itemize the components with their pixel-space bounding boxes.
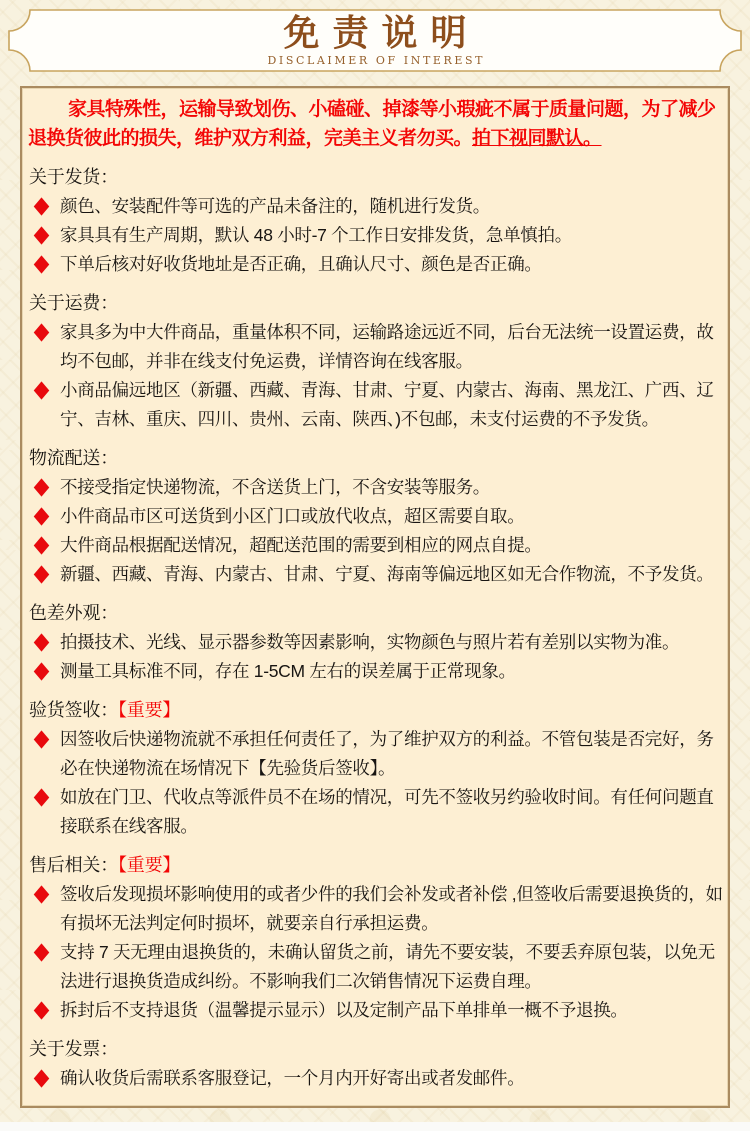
header-plaque xyxy=(8,9,742,72)
section-list xyxy=(26,318,724,434)
list-item-text: 家具多为中大件商品，重量体积不同，运输路途远近不同，后台无法统一设置运费，故均不包邮，并非在线支付免运费，详情咨询在线客服。 xyxy=(60,322,714,371)
list-item-text: 大件商品根据配送情况，超配送范围的需要到相应的网点自提。 xyxy=(60,535,542,555)
disclaimer-section xyxy=(26,289,724,434)
section-list xyxy=(26,725,724,841)
list-item-text: 颜色、安装配件等可选的产品未备注的，随机进行发货。 xyxy=(60,196,490,216)
disclaimer-section xyxy=(26,851,724,1025)
diamond-bullet-icon xyxy=(34,633,50,651)
disclaimer-content-panel xyxy=(20,86,730,1108)
list-item xyxy=(26,192,724,221)
list-item xyxy=(26,725,724,783)
page-title: 免责说明 xyxy=(283,12,480,54)
list-item xyxy=(26,783,724,841)
list-item-text: 因签收后快递物流就不承担任何责任了，为了维护双方的利益。不管包装是否完好，务必在快递物流在场情况下【先验货后签收】。 xyxy=(60,729,714,778)
diamond-bullet-icon xyxy=(34,323,50,341)
diamond-bullet-icon xyxy=(34,730,50,748)
list-item-text: 小件商品市区可送货到小区门口或放代收点，超区需要自取。 xyxy=(60,506,525,526)
diamond-bullet-icon xyxy=(34,662,50,680)
list-item-text: 新疆、西藏、青海、内蒙古、甘肃、宁夏、海南等偏远地区如无合作物流，不予发货。 xyxy=(60,564,714,584)
list-item-text: 支持 7 天无理由退换货的，未确认留货之前，请先不要安装，不要丢弃原包装，以免无法进行退换货造成纠纷。不影响我们二次销售情况下运费自理。 xyxy=(60,942,715,991)
list-item-text: 确认收货后需联系客服登记，一个月内开好寄出或者发邮件。 xyxy=(60,1068,525,1088)
diamond-bullet-icon xyxy=(34,943,50,961)
list-item xyxy=(26,531,724,560)
list-item xyxy=(26,473,724,502)
diamond-bullet-icon xyxy=(34,1001,50,1019)
section-title xyxy=(26,1035,724,1064)
section-title-text: 验货签收： xyxy=(29,700,118,720)
sections xyxy=(26,163,724,1093)
diamond-bullet-icon xyxy=(34,478,50,496)
list-item-text: 拍摄技术、光线、显示器参数等因素影响，实物颜色与照片若有差别以实物为准。 xyxy=(60,632,680,652)
section-title-text: 关于运费： xyxy=(29,293,118,313)
list-item-text: 小商品偏远地区（新疆、西藏、青海、甘肃、宁夏、内蒙古、海南、黑龙江、广西、辽宁、吉林、重庆、四川、贵州、云南、陕西、)不包邮，未支付运费的不予发货。 xyxy=(60,380,714,429)
section-title xyxy=(26,163,724,192)
list-item xyxy=(26,628,724,657)
section-title xyxy=(26,289,724,318)
section-important-badge: 【重要】 xyxy=(118,855,181,875)
disclaimer-section xyxy=(26,696,724,841)
diamond-bullet-icon xyxy=(34,885,50,903)
list-item-text: 签收后发现损坏影响使用的或者少件的我们会补发或者补偿 ,但签收后需要退换货的，如有损坏无法判定何时损坏，就要亲自行承担运费。 xyxy=(60,884,723,933)
list-item xyxy=(26,502,724,531)
section-title-text: 关于发票： xyxy=(29,1039,118,1059)
diamond-bullet-icon xyxy=(34,226,50,244)
section-title xyxy=(26,696,724,725)
section-title xyxy=(26,599,724,628)
list-item-text: 下单后核对好收货地址是否正确，且确认尺寸、颜色是否正确。 xyxy=(60,254,542,274)
diamond-bullet-icon xyxy=(34,565,50,583)
diamond-bullet-icon xyxy=(34,197,50,215)
list-item xyxy=(26,1064,724,1093)
diamond-bullet-icon xyxy=(34,536,50,554)
list-item xyxy=(26,560,724,589)
disclaimer-section xyxy=(26,163,724,279)
disclaimer-section xyxy=(26,444,724,589)
list-item-text: 不接受指定快递物流，不含送货上门，不含安装等服务。 xyxy=(60,477,490,497)
section-list xyxy=(26,628,724,686)
list-item-text: 如放在门卫、代收点等派件员不在场的情况，可先不签收另约验收时间。有任何问题直接联系在线客服。 xyxy=(60,787,714,836)
list-item xyxy=(26,938,724,996)
list-item xyxy=(26,996,724,1025)
list-item xyxy=(26,318,724,376)
list-item xyxy=(26,657,724,686)
list-item xyxy=(26,376,724,434)
bottom-strip xyxy=(0,1122,750,1131)
diamond-bullet-icon xyxy=(34,788,50,806)
section-list xyxy=(26,880,724,1025)
section-list xyxy=(26,192,724,279)
section-title-text: 色差外观： xyxy=(29,603,118,623)
list-item xyxy=(26,880,724,938)
section-list xyxy=(26,473,724,589)
page-subtitle: DISCLAIMER OF INTEREST xyxy=(267,54,486,67)
list-item-text: 家具具有生产周期，默认 48 小时-7 个工作日安排发货，急单慎拍。 xyxy=(60,225,572,245)
disclaimer-section xyxy=(26,599,724,686)
diamond-bullet-icon xyxy=(34,381,50,399)
disclaimer-section xyxy=(26,1035,724,1093)
diamond-bullet-icon xyxy=(34,1069,50,1087)
section-title-text: 售后相关： xyxy=(29,855,118,875)
list-item xyxy=(26,221,724,250)
list-item-text: 拆封后不支持退货（温馨提示显示）以及定制产品下单排单一概不予退换。 xyxy=(60,1000,628,1020)
section-important-badge: 【重要】 xyxy=(118,700,181,720)
section-title xyxy=(26,444,724,473)
diamond-bullet-icon xyxy=(34,255,50,273)
section-list xyxy=(26,1064,724,1093)
section-title xyxy=(26,851,724,880)
diamond-bullet-icon xyxy=(34,507,50,525)
list-item-text: 测量工具标准不同，存在 1-5CM 左右的误差属于正常现象。 xyxy=(60,661,516,681)
section-title-text: 关于发货： xyxy=(29,167,118,187)
list-item xyxy=(26,250,724,279)
intro-text: 家具特殊性，运输导致划伤、小磕碰、掉漆等小瑕疵不属于质量问题，为了减少退换货彼此的损失，维护双方利益，完美主义者勿买。 xyxy=(28,99,716,149)
intro-warning-text xyxy=(28,95,722,153)
intro-underlined-text: 拍下视同默认。 xyxy=(472,128,602,149)
section-title-text: 物流配送： xyxy=(29,448,118,468)
